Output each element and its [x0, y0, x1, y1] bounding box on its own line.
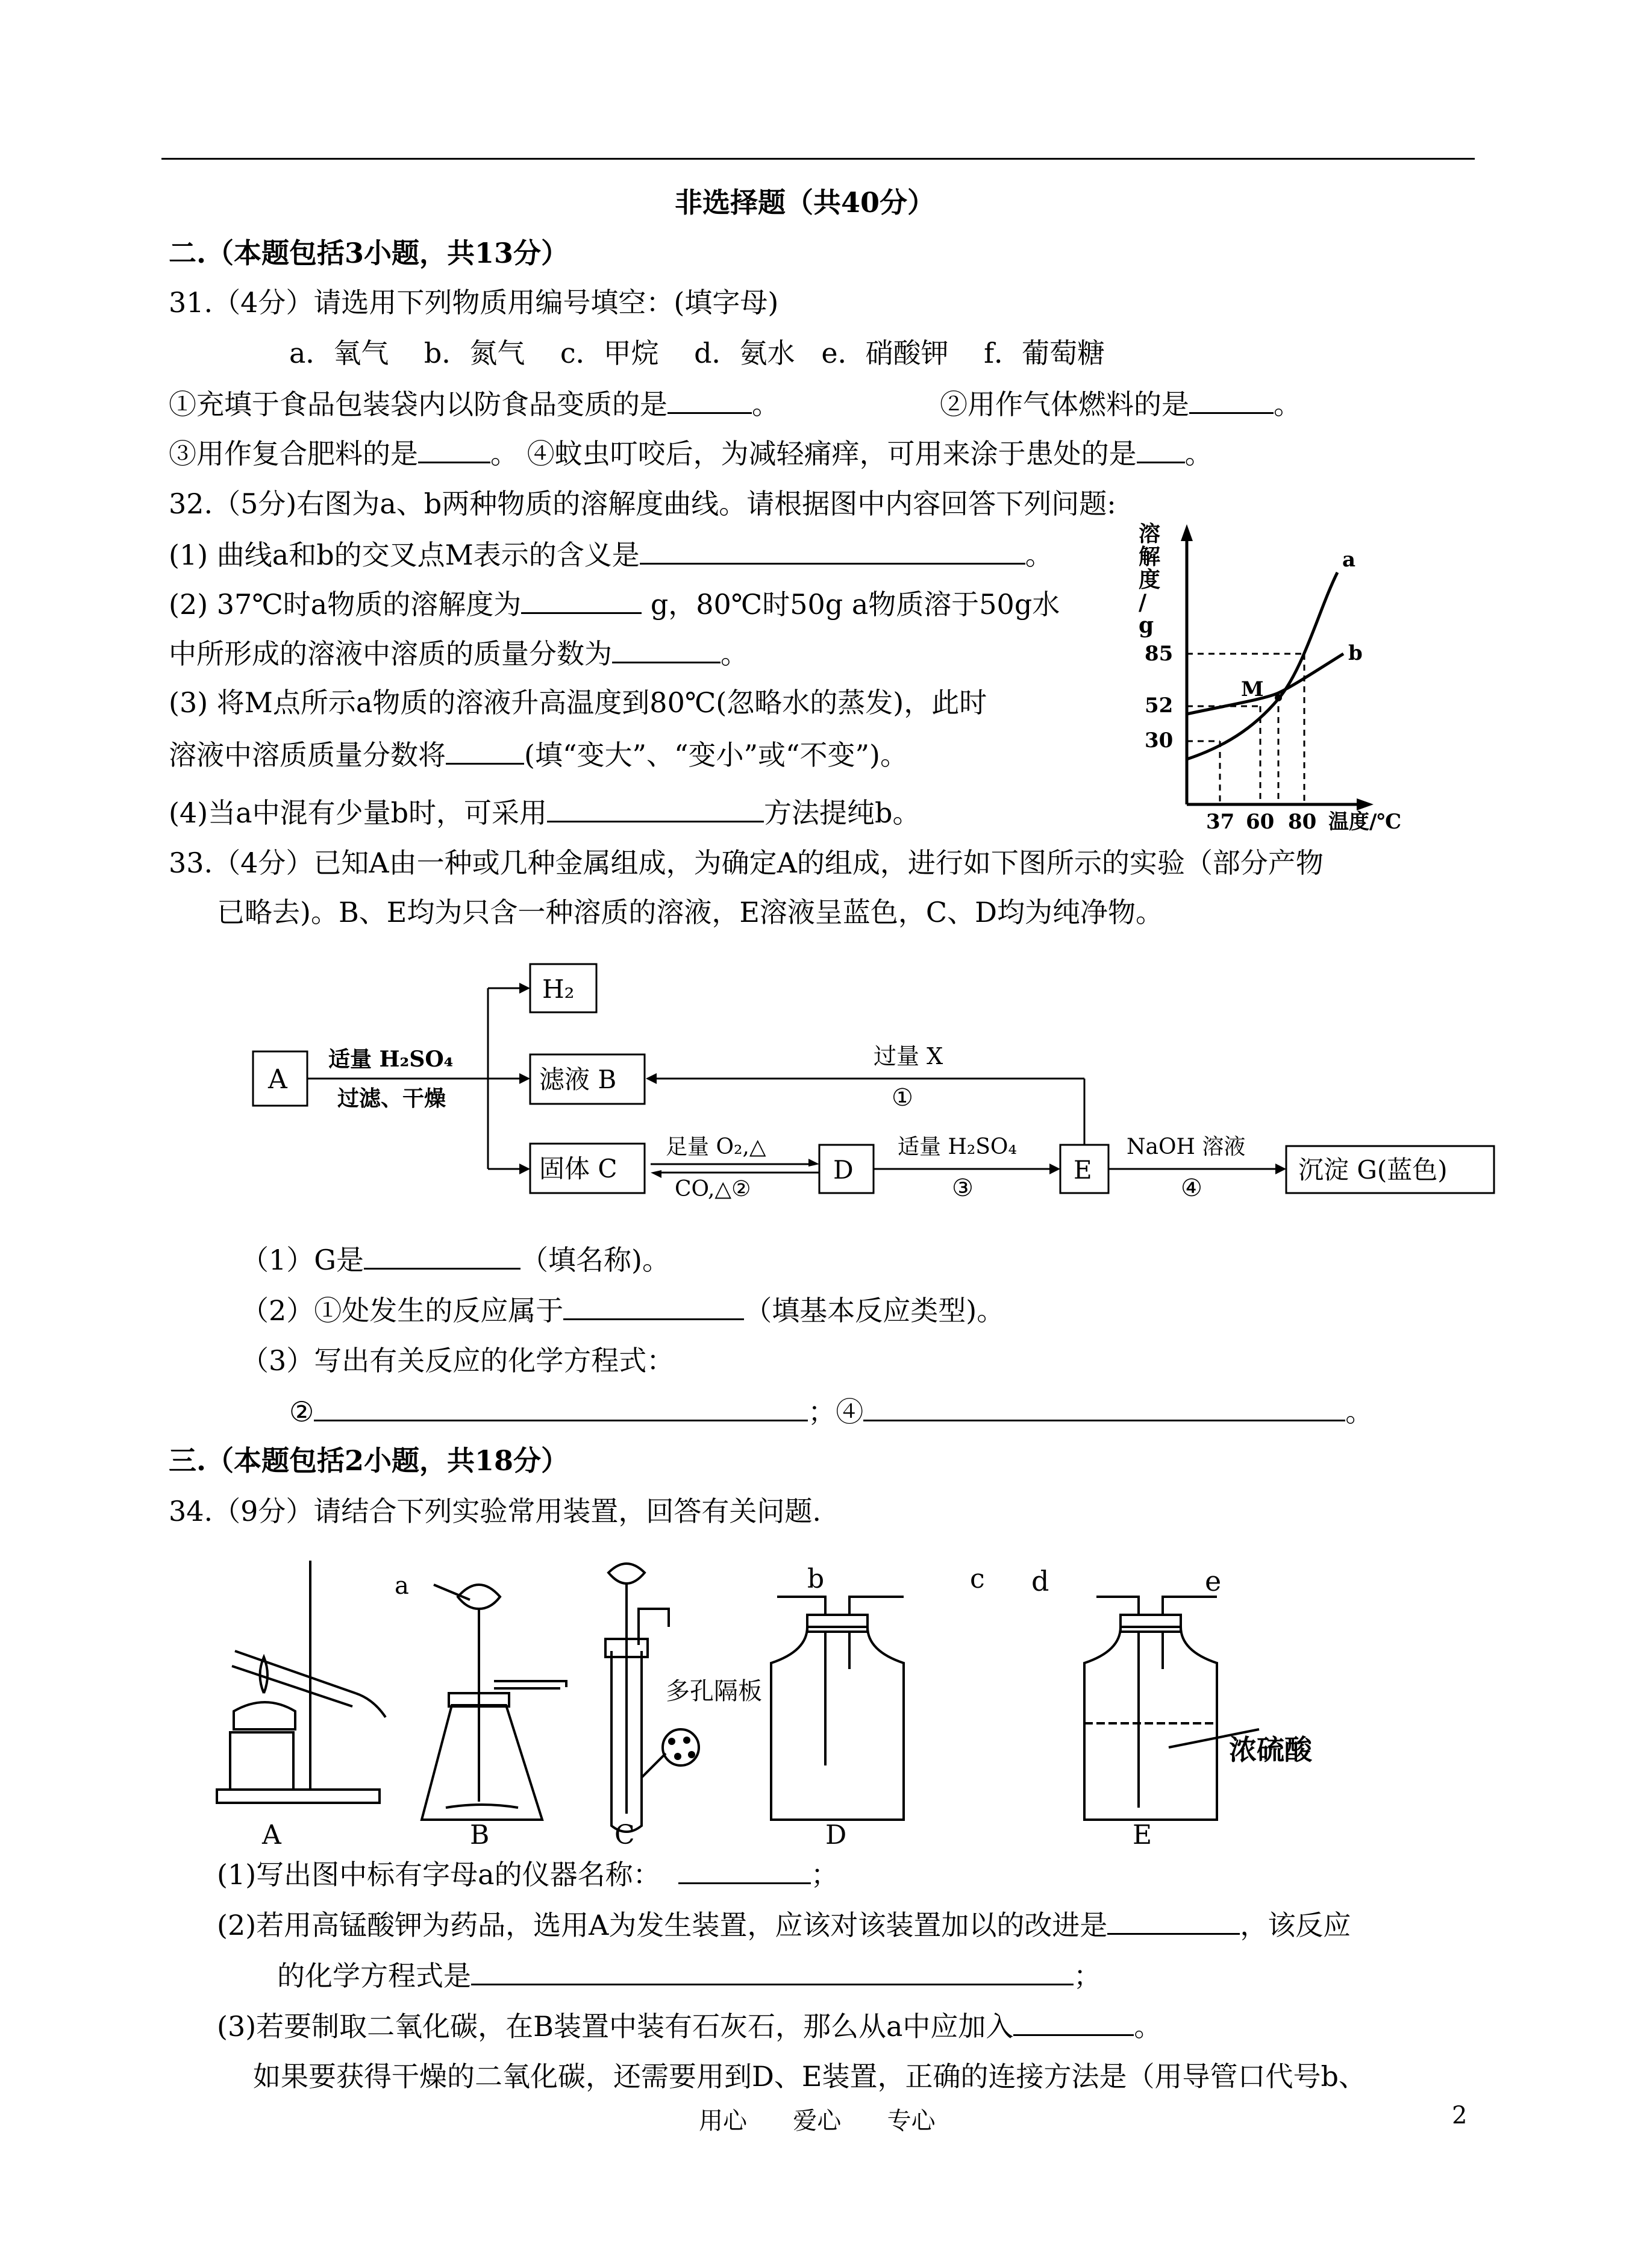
flow-chart: [241, 952, 1518, 1217]
stand-base: [217, 1790, 380, 1803]
flask: [422, 1705, 542, 1820]
label-app-D: D: [825, 1820, 847, 1850]
q34-sub2-cont: 的化学方程式是 ；: [277, 1957, 1101, 1994]
label-e: e: [1205, 1565, 1222, 1597]
answer-blank[interactable]: [612, 635, 721, 663]
y-tick-52: 52: [1145, 694, 1174, 718]
q33-equations: ② ；④ 。: [289, 1393, 1373, 1430]
flow-acid2: 适量 H₂SO₄: [898, 1135, 1017, 1159]
answer-blank[interactable]: [314, 1393, 808, 1421]
y-tick-30: 30: [1145, 728, 1174, 753]
lamp: [234, 1702, 295, 1729]
q33-stem-1: 33.（4分）已知A由一种或几种金属组成，为确定A的组成，进行如下图所示的实验（部分产物: [169, 847, 1324, 879]
q33-stem-2: 已略去)。B、E均为只含一种溶质的溶液，E溶液呈蓝色，C、D均为纯净物。: [217, 896, 1163, 929]
q33-sub3: （3）写出有关反应的化学方程式：: [241, 1344, 675, 1377]
top-rule: [161, 158, 1475, 160]
apparatus-figure: [205, 1549, 1530, 1850]
section-title: 非选择题（共40分）: [675, 186, 936, 219]
label-app-A: A: [262, 1820, 281, 1850]
flow-co: CO,△②: [675, 1177, 751, 1201]
label-app-B: B: [470, 1820, 490, 1850]
q31-item3: ③用作复合肥料的是: [169, 437, 418, 470]
q31-line1-right: ②用作气体燃料的是 。: [940, 386, 1301, 422]
solubility-chart: [1121, 518, 1470, 832]
flow-filter: 过滤、干燥: [337, 1086, 446, 1111]
flow-x: 过量 X: [874, 1043, 943, 1070]
answer-blank[interactable]: [640, 536, 1025, 565]
x-tick-80: 80: [1288, 810, 1317, 832]
q32-sub3-cont: 溶液中溶质质量分数将 (填“变大”、“变小”或“不变”)。: [169, 736, 908, 773]
q33-sub2: （2）①处发生的反应属于 （填基本反应类型)。: [241, 1292, 1004, 1329]
q32-sub4: (4)当a中混有少量b时，可采用 方法提纯b。: [169, 794, 920, 831]
answer-blank[interactable]: [418, 435, 490, 463]
label-m: M: [1241, 677, 1264, 701]
q31-stem: 31.（4分）请选用下列物质用编号填空：(填字母): [169, 286, 779, 319]
x-tick-37: 37: [1206, 810, 1235, 832]
q32-stem: 32.（5分)右图为a、b两种物质的溶解度曲线。请根据图中内容回答下列问题:: [169, 487, 1116, 520]
footer-text: 用心 爱心 专心: [699, 2107, 936, 2135]
answer-blank[interactable]: [1137, 435, 1185, 463]
answer-blank[interactable]: [1013, 2008, 1134, 2036]
q34-sub3-cont: 如果要获得干燥的二氧化碳，还需要用到D、E装置，正确的连接方法是（用导管口代号b、: [253, 2060, 1366, 2093]
x-tick-60: 60: [1246, 810, 1275, 832]
flow-num1: ①: [892, 1084, 913, 1112]
flow-num4: ④: [1181, 1174, 1202, 1202]
x-axis-label: 温度/℃: [1328, 810, 1402, 832]
label-b: b: [1348, 641, 1363, 665]
part2-header: 二.（本题包括3小题，共13分）: [169, 237, 569, 269]
answer-blank[interactable]: [364, 1241, 521, 1270]
q34-sub1: (1)写出图中标有字母a的仪器名称： ；: [217, 1856, 839, 1893]
q32-sub2-cont: 中所形成的溶液中溶质的质量分数为 。: [169, 635, 748, 672]
x-axis-arrow: [1357, 798, 1374, 810]
page-number: 2: [1452, 2102, 1468, 2129]
answer-blank[interactable]: [1107, 1906, 1240, 1935]
curve-b: [1187, 654, 1343, 714]
q31-line1: ①充填于食品包装袋内以防食品变质的是 。: [169, 386, 780, 422]
label-d: d: [1031, 1565, 1049, 1597]
label-a: a: [1342, 548, 1356, 572]
q33-sub1: （1）G是 （填名称)。: [241, 1241, 670, 1278]
answer-blank[interactable]: [547, 794, 764, 822]
part3-header: 三.（本题包括2小题，共18分）: [169, 1444, 569, 1477]
q31-item2: ②用作气体燃料的是: [940, 388, 1189, 421]
bottle-d: [771, 1627, 904, 1820]
y-axis-arrow: [1181, 524, 1193, 541]
flow-e: E: [1074, 1155, 1092, 1185]
label-app-C: C: [614, 1820, 635, 1850]
answer-blank[interactable]: [667, 386, 752, 414]
flow-naoh: NaOH 溶液: [1127, 1135, 1246, 1159]
label-a: a: [395, 1572, 409, 1600]
q34-stem: 34.（9分）请结合下列实验常用装置，回答有关问题.: [169, 1495, 822, 1527]
curve-a: [1187, 572, 1337, 759]
answer-blank[interactable]: [471, 1957, 1074, 1985]
answer-blank[interactable]: [446, 736, 524, 765]
label-c: c: [970, 1564, 985, 1594]
flow-b: 滤液 B: [539, 1065, 617, 1094]
flow-d: D: [833, 1155, 854, 1185]
point-m: [1275, 694, 1282, 701]
label-acid: 浓硫酸: [1229, 1734, 1312, 1766]
label-porous: 多孔隔板: [666, 1678, 762, 1705]
y-axis-label: 溶解度/ g: [1139, 521, 1161, 638]
flow-num3: ③: [952, 1174, 974, 1202]
flow-a: A: [268, 1064, 287, 1095]
flow-h2: H₂: [542, 974, 575, 1004]
y-tick-85: 85: [1145, 642, 1174, 666]
flow-o2: 足量 O₂,△: [666, 1135, 766, 1159]
answer-blank[interactable]: [678, 1856, 811, 1884]
wood-block: [230, 1732, 293, 1790]
answer-blank[interactable]: [863, 1393, 1345, 1421]
flow-c: 固体 C: [539, 1154, 617, 1183]
label-app-E: E: [1133, 1820, 1152, 1850]
q31-item1: ①充填于食品包装袋内以防食品变质的是: [169, 388, 667, 421]
answer-blank[interactable]: [1189, 386, 1274, 414]
label-b: b: [807, 1564, 825, 1594]
q31-options: a．氧气 b．氮气 c．甲烷 d．氨水 e．硝酸钾 f．葡萄糖: [289, 337, 1105, 369]
q32-sub1: (1) 曲线a和b的交叉点M表示的含义是 。: [169, 536, 1053, 573]
answer-blank[interactable]: [521, 586, 642, 614]
flow-g: 沉淀 G(蓝色): [1298, 1155, 1448, 1185]
q34-sub3: (3)若要制取二氧化碳，在B装置中装有石灰石，那么从a中应加入 。: [217, 2008, 1161, 2044]
q32-sub3: (3) 将M点所示a物质的溶液升高温度到80℃(忽略水的蒸发)，此时: [169, 686, 987, 719]
flow-acid1: 适量 H₂SO₄: [328, 1047, 454, 1072]
answer-blank[interactable]: [563, 1292, 744, 1320]
q31-line2: ③用作复合肥料的是 。 ④蚊虫叮咬后，为减轻痛痒，可用来涂于患处的是 。: [169, 435, 1213, 472]
q34-sub2: (2)若用高锰酸钾为药品，选用A为发生装置，应该对该装置加以的改进是 ，该反应: [217, 1906, 1351, 1943]
q32-sub2: (2) 37℃时a物质的溶解度为 g，80℃时50g a物质溶于50g水: [169, 586, 1060, 622]
